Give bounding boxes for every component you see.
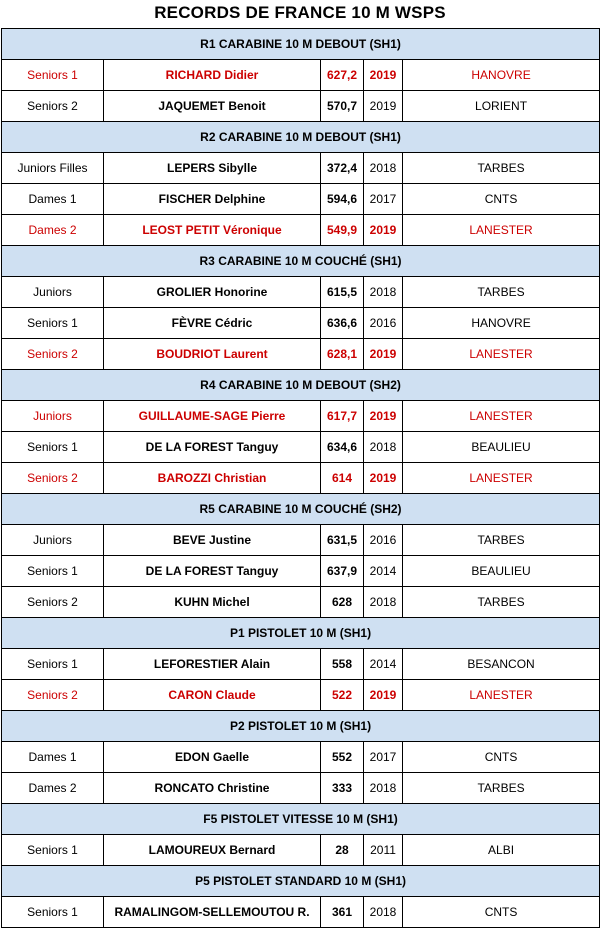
place-cell: TARBES [403,277,600,308]
year-cell: 2019 [364,401,403,432]
score-cell: 333 [321,773,364,804]
year-cell: 2019 [364,339,403,370]
section-heading: P2 PISTOLET 10 M (SH1) [2,711,600,742]
year-cell: 2018 [364,897,403,928]
category-cell: Dames 2 [2,773,104,804]
section-header [2,370,600,401]
shooter-name-cell: CARON Claude [104,680,321,711]
category-cell: Seniors 1 [2,897,104,928]
score-cell: 361 [321,897,364,928]
category-cell: Seniors 2 [2,91,104,122]
shooter-name-cell: GUILLAUME-SAGE Pierre [104,401,321,432]
score-cell: 522 [321,680,364,711]
table-row [2,463,600,494]
year-cell: 2014 [364,649,403,680]
score-cell: 617,7 [321,401,364,432]
category-cell: Seniors 1 [2,835,104,866]
shooter-name-cell: RICHARD Didier [104,60,321,91]
place-cell: ALBI [403,835,600,866]
year-cell: 2016 [364,308,403,339]
score-cell: 628 [321,587,364,618]
shooter-name-cell: EDON Gaelle [104,742,321,773]
category-cell: Seniors 2 [2,680,104,711]
shooter-name-cell: RAMALINGOM-SELLEMOUTOU R. [104,897,321,928]
table-row [2,184,600,215]
score-cell: 558 [321,649,364,680]
section-heading: R5 CARABINE 10 M COUCHÉ (SH2) [2,494,600,525]
score-cell: 627,2 [321,60,364,91]
section-heading: R2 CARABINE 10 M DEBOUT (SH1) [2,122,600,153]
table-row [2,60,600,91]
category-cell: Dames 1 [2,184,104,215]
place-cell: CNTS [403,897,600,928]
table-row [2,91,600,122]
year-cell: 2019 [364,463,403,494]
shooter-name-cell: GROLIER Honorine [104,277,321,308]
category-cell: Seniors 2 [2,587,104,618]
shooter-name-cell: FÈVRE Cédric [104,308,321,339]
table-row [2,742,600,773]
place-cell: CNTS [403,742,600,773]
place-cell: HANOVRE [403,60,600,91]
year-cell: 2019 [364,680,403,711]
year-cell: 2019 [364,91,403,122]
year-cell: 2014 [364,556,403,587]
place-cell: HANOVRE [403,308,600,339]
table-row [2,339,600,370]
table-row [2,153,600,184]
score-cell: 28 [321,835,364,866]
score-cell: 631,5 [321,525,364,556]
table-row [2,401,600,432]
category-cell: Seniors 1 [2,60,104,91]
year-cell: 2017 [364,742,403,773]
shooter-name-cell: JAQUEMET Benoit [104,91,321,122]
section-header [2,246,600,277]
table-row [2,649,600,680]
category-cell: Dames 2 [2,215,104,246]
table-row [2,308,600,339]
score-cell: 549,9 [321,215,364,246]
shooter-name-cell: BOUDRIOT Laurent [104,339,321,370]
score-cell: 634,6 [321,432,364,463]
shooter-name-cell: FISCHER Delphine [104,184,321,215]
place-cell: TARBES [403,153,600,184]
score-cell: 570,7 [321,91,364,122]
section-header [2,711,600,742]
year-cell: 2017 [364,184,403,215]
year-cell: 2011 [364,835,403,866]
category-cell: Seniors 2 [2,463,104,494]
records-body [2,29,600,928]
shooter-name-cell: RONCATO Christine [104,773,321,804]
records-table [1,28,600,928]
category-cell: Seniors 1 [2,556,104,587]
score-cell: 636,6 [321,308,364,339]
place-cell: LANESTER [403,680,600,711]
page-title: RECORDS DE FRANCE 10 M WSPS [154,3,446,22]
score-cell: 552 [321,742,364,773]
shooter-name-cell: DE LA FOREST Tanguy [104,432,321,463]
shooter-name-cell: BEVE Justine [104,525,321,556]
table-row [2,215,600,246]
score-cell: 637,9 [321,556,364,587]
place-cell: BESANCON [403,649,600,680]
place-cell: LANESTER [403,215,600,246]
year-cell: 2019 [364,60,403,91]
year-cell: 2016 [364,525,403,556]
category-cell: Seniors 1 [2,649,104,680]
table-row [2,587,600,618]
section-heading: F5 PISTOLET VITESSE 10 M (SH1) [2,804,600,835]
category-cell: Dames 1 [2,742,104,773]
section-heading: P5 PISTOLET STANDARD 10 M (SH1) [2,866,600,897]
table-row [2,525,600,556]
table-row [2,432,600,463]
place-cell: LANESTER [403,401,600,432]
section-header [2,866,600,897]
place-cell: TARBES [403,525,600,556]
year-cell: 2018 [364,587,403,618]
section-heading: P1 PISTOLET 10 M (SH1) [2,618,600,649]
place-cell: CNTS [403,184,600,215]
section-heading: R3 CARABINE 10 M COUCHÉ (SH1) [2,246,600,277]
place-cell: TARBES [403,587,600,618]
shooter-name-cell: LEPERS Sibylle [104,153,321,184]
section-header [2,122,600,153]
section-heading: R1 CARABINE 10 M DEBOUT (SH1) [2,29,600,60]
category-cell: Juniors [2,525,104,556]
place-cell: BEAULIEU [403,556,600,587]
shooter-name-cell: KUHN Michel [104,587,321,618]
category-cell: Seniors 2 [2,339,104,370]
shooter-name-cell: LEFORESTIER Alain [104,649,321,680]
shooter-name-cell: LEOST PETIT Véronique [104,215,321,246]
category-cell: Juniors Filles [2,153,104,184]
year-cell: 2019 [364,215,403,246]
section-header [2,494,600,525]
score-cell: 372,4 [321,153,364,184]
place-cell: TARBES [403,773,600,804]
place-cell: LORIENT [403,91,600,122]
table-row [2,680,600,711]
place-cell: BEAULIEU [403,432,600,463]
place-cell: LANESTER [403,463,600,494]
year-cell: 2018 [364,432,403,463]
shooter-name-cell: DE LA FOREST Tanguy [104,556,321,587]
section-header [2,618,600,649]
section-heading: R4 CARABINE 10 M DEBOUT (SH2) [2,370,600,401]
table-row [2,556,600,587]
category-cell: Juniors [2,401,104,432]
score-cell: 614 [321,463,364,494]
year-cell: 2018 [364,773,403,804]
category-cell: Seniors 1 [2,432,104,463]
score-cell: 594,6 [321,184,364,215]
section-header [2,29,600,60]
score-cell: 628,1 [321,339,364,370]
category-cell: Juniors [2,277,104,308]
table-row [2,897,600,928]
section-header [2,804,600,835]
shooter-name-cell: LAMOUREUX Bernard [104,835,321,866]
score-cell: 615,5 [321,277,364,308]
table-row [2,835,600,866]
year-cell: 2018 [364,277,403,308]
year-cell: 2018 [364,153,403,184]
table-row [2,277,600,308]
table-row [2,773,600,804]
place-cell: LANESTER [403,339,600,370]
shooter-name-cell: BAROZZI Christian [104,463,321,494]
category-cell: Seniors 1 [2,308,104,339]
